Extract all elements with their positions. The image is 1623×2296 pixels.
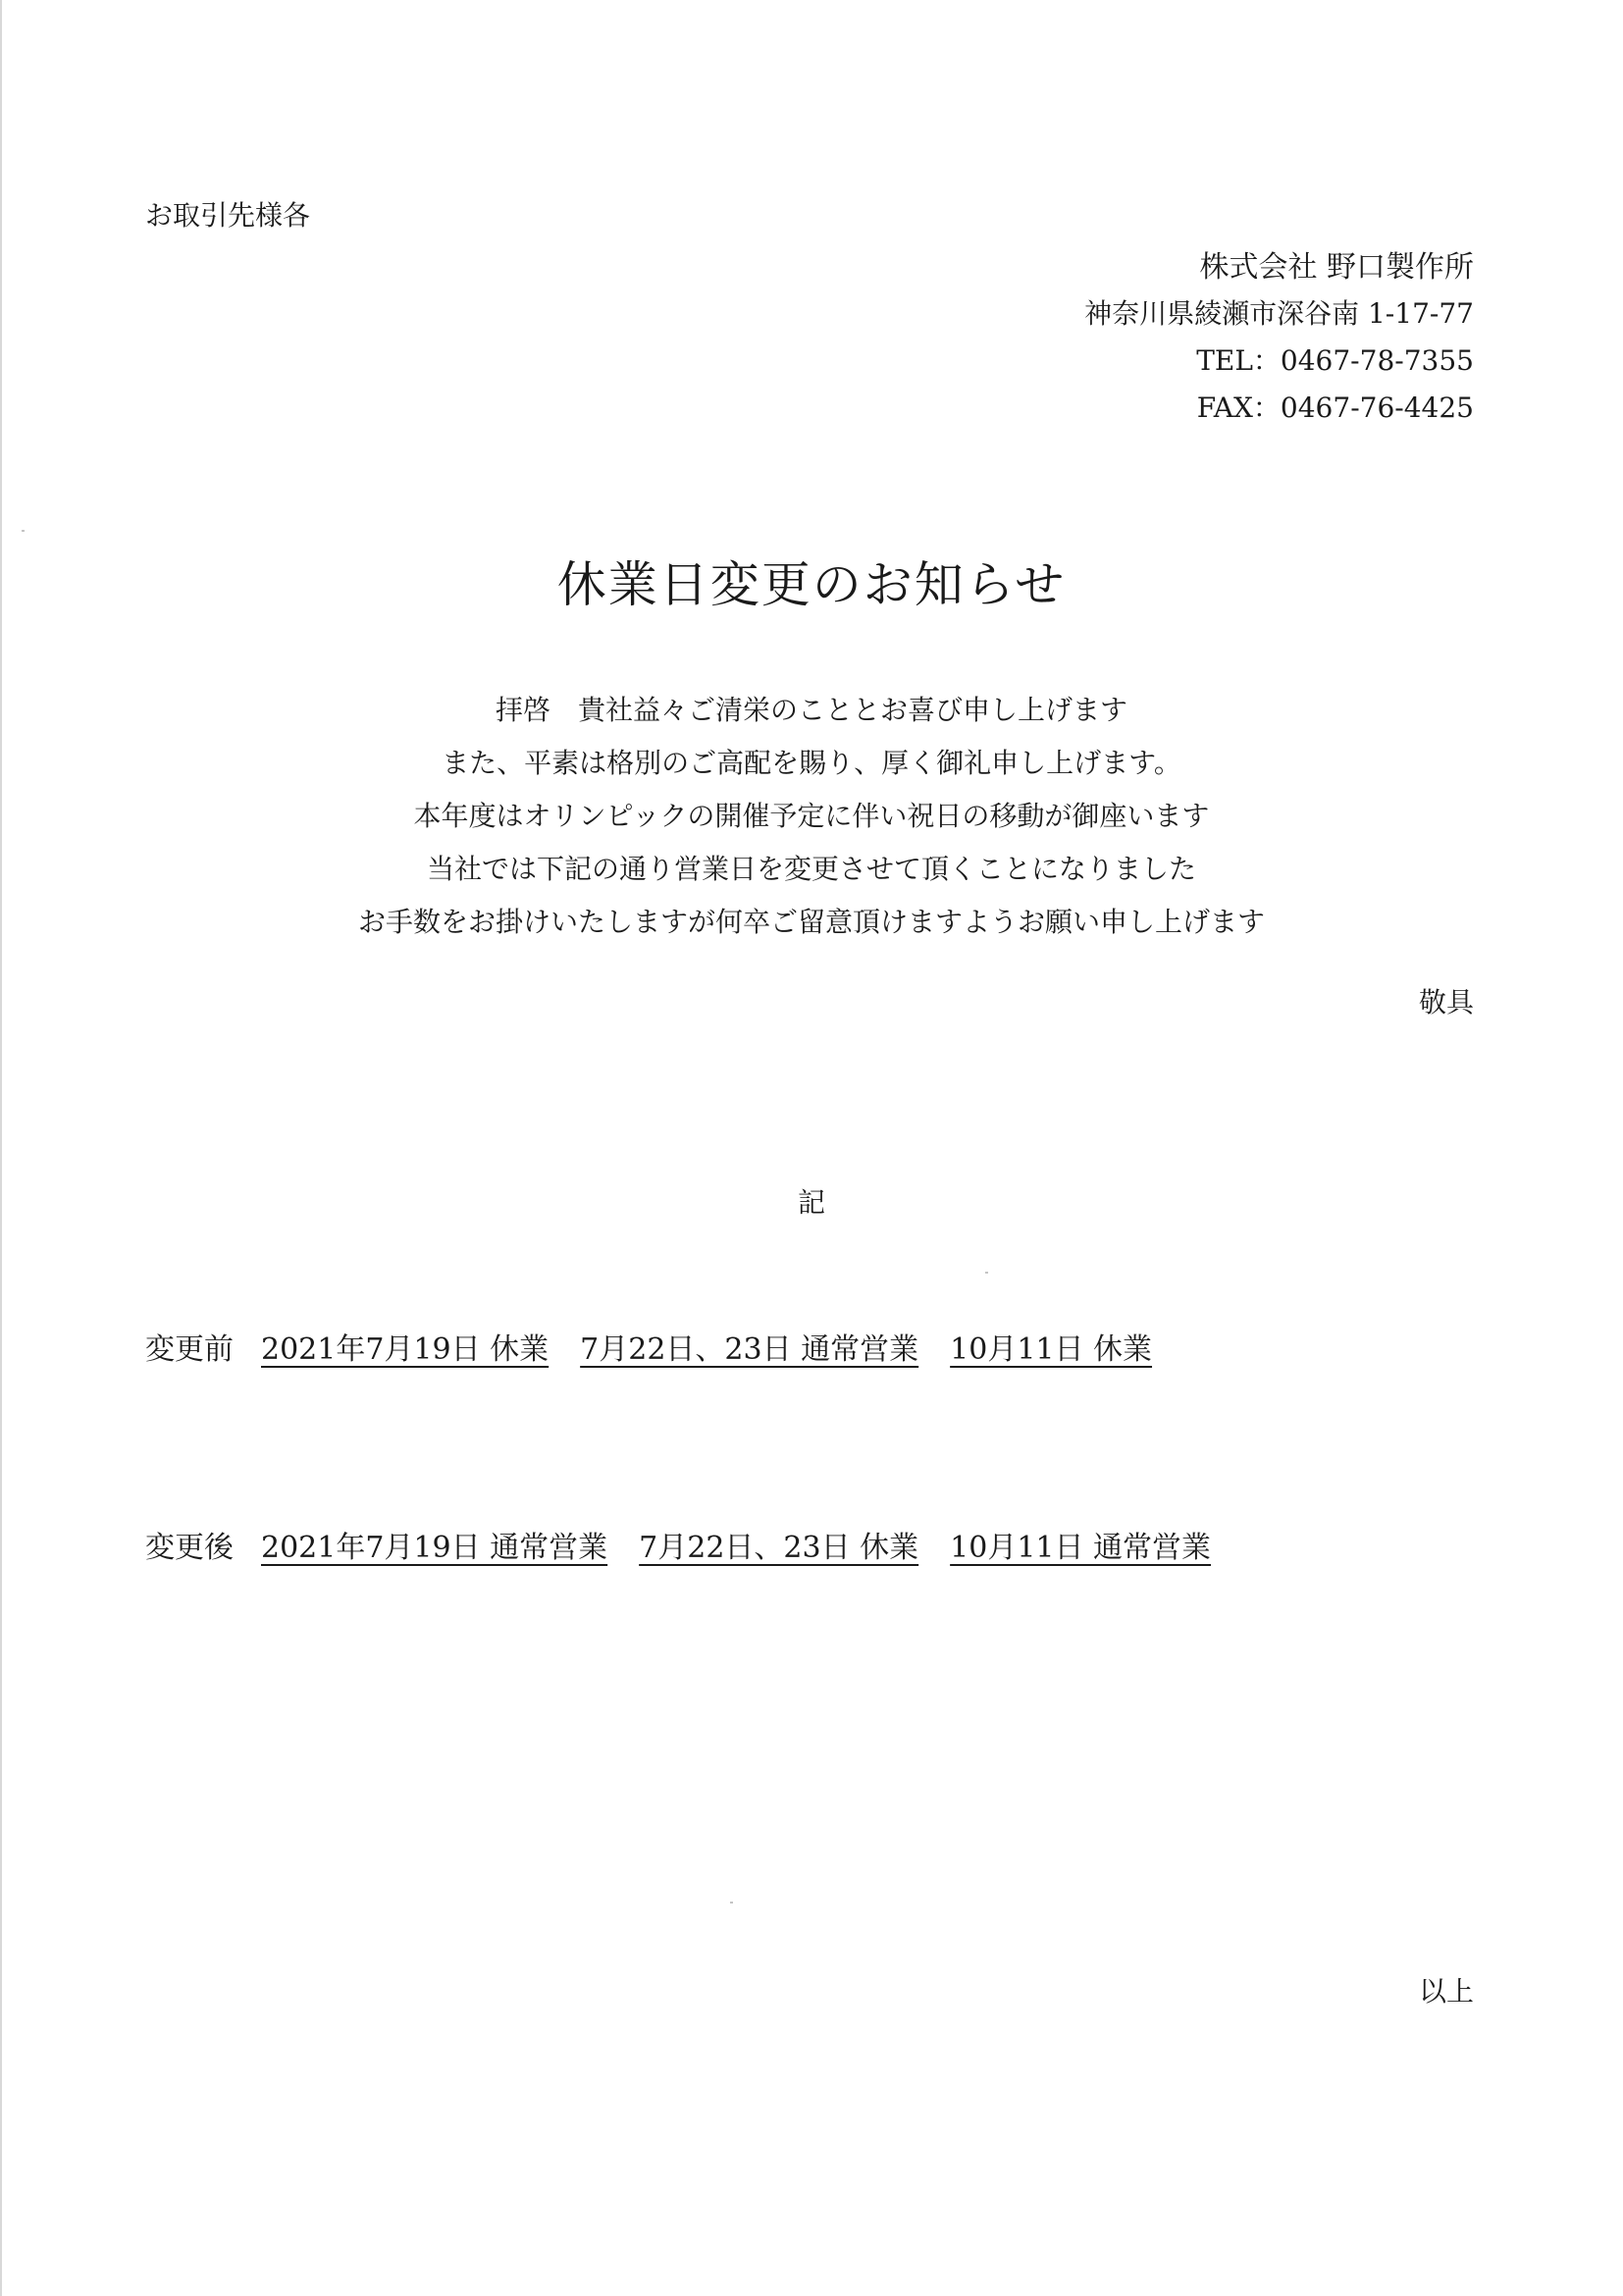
body-line: お手数をお掛けいたしますが何卒ご留意頂けますようお願い申し上げます: [357, 906, 1265, 938]
sender-tel: TEL：0467-78-7355: [1196, 344, 1474, 377]
greeting-body: [0, 684, 1623, 949]
change-before-row: [145, 1329, 1183, 1372]
change-after-row: [145, 1527, 1242, 1570]
sender-address: 神奈川県綾瀬市深谷南 1-17-77: [1084, 297, 1474, 330]
change-before-item: 7月22日、23日 通常営業: [580, 1332, 919, 1367]
change-before-item: 10月11日 休業: [950, 1332, 1153, 1367]
ki-heading: 記: [797, 1186, 825, 1219]
closing-keigu: 敬具: [1418, 986, 1474, 1018]
change-before-item: 2021年7月19日 休業: [261, 1332, 550, 1367]
change-after-item: 10月11日 通常営業: [950, 1531, 1212, 1565]
recipient-line: お取引先様各: [145, 199, 311, 232]
sender-fax: FAX：0467-76-4425: [1196, 391, 1474, 424]
sender-block: [1084, 245, 1474, 432]
ending-ijou: 以上: [1418, 1975, 1474, 2008]
sender-company: 株式会社 野口製作所: [1199, 250, 1474, 285]
scan-speck: [730, 1902, 733, 1904]
scan-edge: [0, 0, 2, 2296]
scan-speck: [22, 530, 25, 532]
document-title: 休業日変更のお知らせ: [556, 556, 1067, 613]
body-line: また、平素は格別のご高配を賜り、厚く御礼申し上げます。: [442, 747, 1181, 779]
body-line: 本年度はオリンピックの開催予定に伴い祝日の移動が御座います: [413, 800, 1210, 832]
change-before-label: 変更前: [145, 1332, 234, 1367]
scan-speck: [985, 1272, 988, 1274]
change-after-item: 7月22日、23日 休業: [639, 1531, 919, 1565]
change-after-label: 変更後: [145, 1531, 234, 1565]
body-line: 拝啓 貴社益々ご清栄のこととお喜び申し上げます: [495, 694, 1127, 726]
body-line: 当社では下記の通り営業日を変更させて頂くことになりました: [426, 853, 1196, 885]
change-after-item: 2021年7月19日 通常営業: [261, 1531, 608, 1565]
